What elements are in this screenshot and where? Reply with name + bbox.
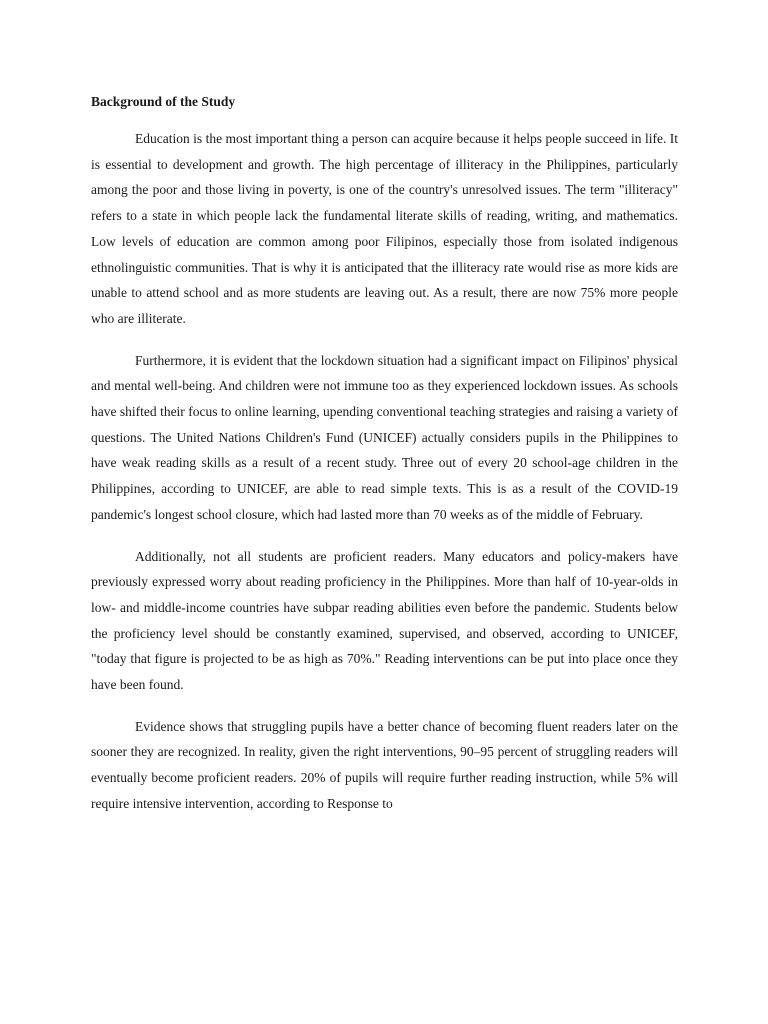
paragraph-2: Furthermore, it is evident that the lockdown situation had a significant impact on Filipinos' physical and mental well-being. And children were not immune too as they experienced lockdown issues. As schools have shifted their focus to online learning, upending conventional teaching strategies and raising a variety of questions. The United Nations Children's Fund (UNICEF) actually considers pupils in the Philippines to have weak reading skills as a result of a recent study. Three out of every 20 school-age children in the Philippines, according to UNICEF, are able to read simple texts. This is as a result of the COVID-19 pandemic's longest school closure, which had lasted more than 70 weeks as of the middle of February. (91, 352, 678, 522)
paragraph-1: Education is the most important thing a person can acquire because it helps people succeed in life. It is essential to development and growth. The high percentage of illiteracy in the Philippines, particularly among the poor and those living in poverty, is one of the country's unresolved issues. The term "illiteracy" refers to a state in which people lack the fundamental literate skills of reading, writing, and mathematics. Low levels of education are common among poor Filipinos, especially those from isolated indigenous ethnolinguistic communities. That is why it is anticipated that the illiteracy rate would rise as more kids are unable to attend school and as more students are leaving out. As a result, there are now 75% more people who are illiterate. (91, 131, 678, 326)
section-heading: Background of the Study (91, 94, 236, 109)
document-page (91, 92, 678, 833)
paragraph-4: Evidence shows that struggling pupils have a better chance of becoming fluent readers later on the sooner they are recognized. In reality, given the right interventions, 90–95 percent of struggling readers will eventually become proficient readers. 20% of pupils will require further reading instruction, while 5% will require intensive intervention, according to Response to (91, 718, 678, 811)
paragraph-3: Additionally, not all students are proficient readers. Many educators and policy-makers have previously expressed worry about reading proficiency in the Philippines. More than half of 10-year-olds in low- and middle-income countries have subpar reading abilities even before the pandemic. Students below the proficiency level should be constantly examined, supervised, and observed, according to UNICEF, "today that figure is projected to be as high as 70%." Reading interventions can be put into place once they have been found. (91, 548, 678, 693)
